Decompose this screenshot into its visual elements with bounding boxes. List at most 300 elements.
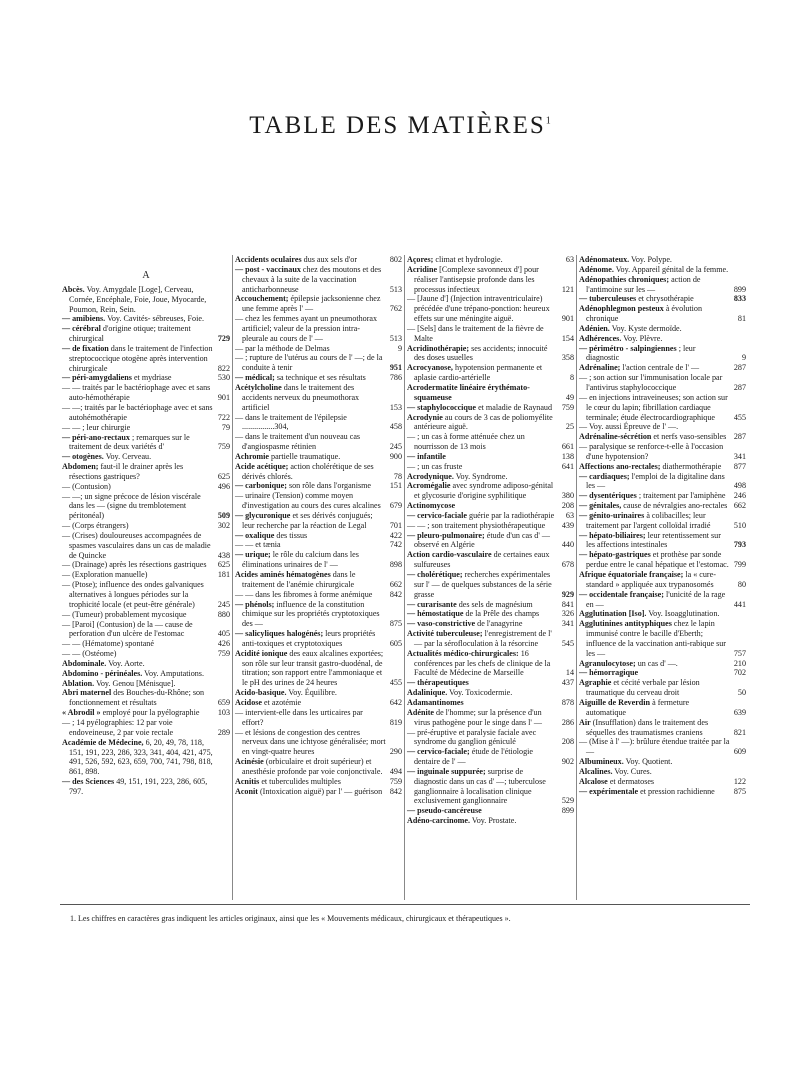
index-entry xyxy=(579,432,746,442)
page-number: 759 xyxy=(389,776,402,786)
entry-text xyxy=(579,659,678,668)
page-number: 286 xyxy=(561,717,574,727)
entry-heading: Adénome. xyxy=(579,264,614,274)
entry-description: le rôle du calcium dans les éliminations urinaires de l' — xyxy=(242,550,359,570)
index-entry xyxy=(407,728,574,748)
page-number: 510 xyxy=(733,520,746,530)
entry-description: épilepsie jacksonienne chez une femme après l' — xyxy=(242,294,381,314)
index-entry xyxy=(407,600,574,610)
index-column-1 xyxy=(60,255,232,900)
page-number: 358 xyxy=(561,353,574,363)
index-entry xyxy=(407,550,574,570)
index-entry xyxy=(62,383,230,403)
entry-text xyxy=(62,777,207,796)
entry-heading: Acidose xyxy=(235,697,262,707)
entry-text xyxy=(62,433,190,452)
entry-text xyxy=(407,698,464,707)
page-number: 639 xyxy=(733,707,746,717)
entry-text xyxy=(407,462,462,471)
index-entry xyxy=(579,609,746,619)
page-number: 605 xyxy=(389,638,402,648)
entry-text xyxy=(62,718,173,737)
entry-heading: — hémorragique xyxy=(579,668,639,678)
entry-description: et chrysothérapie xyxy=(638,294,694,304)
index-entry xyxy=(235,708,402,728)
entry-description: — — traités par le bactériophage avec et sans auto-hémothérapie xyxy=(62,383,211,403)
page-number: 458 xyxy=(389,422,402,432)
entry-description: — ; un cas fruste xyxy=(407,461,463,471)
page-number: 819 xyxy=(389,717,402,727)
entry-description: — (Corps étrangers) xyxy=(62,521,129,531)
entry-heading: Abdomino - périnéales. xyxy=(62,668,143,678)
entry-description: — paralysique se renforce-t-elle à l'occasion d'une hypotension? xyxy=(579,442,724,461)
entry-text xyxy=(62,462,183,481)
entry-description: de certaines eaux sulfureuses xyxy=(414,550,550,570)
entry-text xyxy=(579,373,722,392)
entry-heading: Abcès. xyxy=(62,284,85,294)
entry-text xyxy=(579,550,729,569)
index-entry xyxy=(62,324,230,344)
index-entry xyxy=(407,511,574,521)
page-number: 81 xyxy=(737,314,746,324)
index-entry xyxy=(62,659,230,669)
index-entry xyxy=(235,688,402,698)
entry-description: — (Crises) douloureuses accompagnées de spasmes vasculaires dans un cas de maladie de Quincke xyxy=(62,530,211,560)
entry-description: et maladie de Raynaud xyxy=(478,402,553,412)
index-entry xyxy=(235,255,402,265)
entry-description: — ; un cas à forme atténuée chez un nourrisson de 13 mois xyxy=(407,432,525,452)
index-entry xyxy=(579,550,746,570)
page-number: 762 xyxy=(389,304,402,314)
entry-heading: Acétylcholine xyxy=(235,382,282,392)
entry-heading: Adénomateux. xyxy=(579,255,630,264)
entry-description: — —; traités par le bactériophage avec et sans autohémothérapie xyxy=(62,402,213,422)
entry-description: — [Paroi] (Contusion) de la — cause de perforation d'un ulcère de l'estomac xyxy=(62,619,193,639)
entry-description: chez des moutons et des chevaux à la suite de la vaccination anticharbonneuse xyxy=(242,264,382,294)
entry-description: et nerfs vaso-sensibles xyxy=(653,432,727,442)
entry-text xyxy=(62,639,154,648)
page-number: 759 xyxy=(217,649,230,659)
entry-heading: — inguinale suppurée; xyxy=(407,766,486,776)
entry-text xyxy=(407,629,552,648)
entry-text xyxy=(235,698,301,707)
index-entry xyxy=(235,600,402,630)
entry-text xyxy=(235,462,374,481)
index-entry xyxy=(579,659,746,669)
page-number: 875 xyxy=(389,619,402,629)
entry-text xyxy=(407,649,550,678)
entry-heading: Aiguille de Reverdin xyxy=(579,697,651,707)
index-entry xyxy=(579,777,746,787)
page-number: 245 xyxy=(217,599,230,609)
page-number: 494 xyxy=(389,766,402,776)
index-entry xyxy=(579,363,746,373)
index-entry xyxy=(235,344,402,354)
index-entry xyxy=(235,462,402,482)
entry-heading: — génito-urinaires xyxy=(579,510,645,520)
entry-text xyxy=(235,540,281,549)
index-entry xyxy=(579,462,746,472)
index-entry xyxy=(235,540,402,550)
entry-text xyxy=(62,452,151,461)
index-entry xyxy=(407,531,574,551)
page-number: 842 xyxy=(389,786,402,796)
entry-description: Voy. Cerveau. xyxy=(105,452,152,462)
index-entry xyxy=(579,255,746,265)
entry-heading: Accouchement; xyxy=(235,294,289,304)
page-number: 14 xyxy=(565,668,574,678)
page-number: 786 xyxy=(389,373,402,383)
page-number: 153 xyxy=(389,402,402,412)
page-number: 759 xyxy=(217,442,230,452)
entry-text xyxy=(407,688,512,697)
index-entry xyxy=(62,580,230,610)
page-number: 78 xyxy=(393,471,402,481)
index-entry xyxy=(62,688,230,708)
page-number: 929 xyxy=(561,589,574,599)
index-entry xyxy=(407,747,574,767)
page-number: 210 xyxy=(733,658,746,668)
entry-description: ; remarques sur le traitement de deux variétés d' xyxy=(69,432,190,452)
entry-description: — (Exploration manuelle) xyxy=(62,570,148,580)
entry-text xyxy=(235,432,360,451)
entry-text xyxy=(407,481,553,500)
page-number: 103 xyxy=(217,708,230,718)
entry-text xyxy=(235,314,377,343)
entry-text xyxy=(407,472,507,481)
entry-heading: — tuberculeuses xyxy=(579,294,637,304)
page-number: 341 xyxy=(561,619,574,629)
page-number: 701 xyxy=(389,520,402,530)
entry-heading: — de fixation xyxy=(62,343,109,353)
entry-description: — ; 14 pyélographies: 12 par voie endoveineuse, 2 par voie rectale xyxy=(62,717,174,737)
page-number: 513 xyxy=(389,284,402,294)
page-number: 678 xyxy=(561,560,574,570)
entry-heading: Acido-basique. xyxy=(235,688,287,698)
entry-description: des Bouches-du-Rhône; son fonctionnement et résultats xyxy=(69,688,205,708)
entry-heading: Activité tuberculeuse; xyxy=(407,629,483,639)
index-entry xyxy=(579,619,746,658)
entry-text xyxy=(62,659,145,668)
entry-heading: Adénite xyxy=(407,707,434,717)
page-number: 122 xyxy=(733,776,746,786)
entry-text xyxy=(62,620,193,639)
index-entry xyxy=(579,501,746,511)
index-entry xyxy=(407,767,574,806)
entry-description: l'unicité de la rage en — xyxy=(586,589,726,609)
entry-text xyxy=(62,531,211,560)
entry-heading: Acrocyanose, xyxy=(407,363,453,373)
entry-text xyxy=(407,747,533,766)
entry-text xyxy=(579,334,662,343)
entry-text xyxy=(407,294,550,323)
entry-text xyxy=(579,265,728,274)
entry-text xyxy=(235,452,340,461)
entry-heading: Acinésie xyxy=(235,757,264,767)
entry-text xyxy=(235,550,359,569)
page-number: 759 xyxy=(561,402,574,412)
entry-description: Voy. Cavités- sébreuses, Foie. xyxy=(107,314,204,324)
index-entry xyxy=(62,560,230,570)
entry-description: et ses dérivés conjugués; leur recherche par la réaction de Legal xyxy=(242,510,373,530)
entry-description: — [Sels] dans le traitement de la fièvre de Malte xyxy=(407,323,544,343)
entry-heading: Açores; xyxy=(407,255,434,264)
footnote: 1. Les chiffres en caractères gras indiquent les articles originaux, ainsi que les « Mouvements médicaux, chirurgicaux et thérapeutiques ». xyxy=(70,914,511,923)
index-entry xyxy=(235,777,402,787)
entry-description: — — et tænia xyxy=(235,540,281,550)
entry-description: surprise de diagnostic dans un cas d' —; tuberculose ganglionnaire à localisation clinique exclusivement ganglionnaire xyxy=(414,766,546,806)
entry-description: Voy. Appareil génital de la femme. xyxy=(615,264,729,274)
entry-text xyxy=(407,363,542,382)
entry-description: et tuberculides multiples xyxy=(261,776,341,786)
entry-description: avec syndrome adiposo-génital et glycosurie d'origine syphilitique xyxy=(414,481,554,501)
index-entry xyxy=(579,698,746,718)
entry-text xyxy=(62,669,204,678)
index-entry xyxy=(579,737,746,757)
entry-description: chez le lapin immunisé contre le bacille d'Eberth; influence de la vaccination anti-rabique sur les — xyxy=(586,619,727,658)
index-entry xyxy=(235,294,402,314)
page-number: 875 xyxy=(733,786,746,796)
entry-description: ses accidents; innocuité des doses usuelles xyxy=(414,343,548,363)
page-number: 802 xyxy=(389,255,402,264)
page-number: 642 xyxy=(389,697,402,707)
entry-text xyxy=(579,363,699,372)
entry-text xyxy=(579,757,672,766)
index-entry xyxy=(407,294,574,324)
entry-description: ; leur diagnostic xyxy=(586,343,696,363)
entry-heading: — péri-ano-rectaux xyxy=(62,432,130,442)
entry-heading: — cervico-faciale; xyxy=(407,747,470,757)
index-entry xyxy=(407,629,574,649)
index-entry xyxy=(579,472,746,492)
page-number: 722 xyxy=(217,412,230,422)
entry-text xyxy=(579,462,721,471)
page-number: 661 xyxy=(561,442,574,452)
entry-heading: — urique; xyxy=(235,550,271,560)
page-number: 625 xyxy=(217,471,230,481)
index-entry xyxy=(62,462,230,482)
entry-text xyxy=(407,432,525,451)
page-number: 63 xyxy=(565,255,574,264)
entry-heading: — expérimentale xyxy=(579,786,639,796)
index-entry xyxy=(407,403,574,413)
page-number: 181 xyxy=(217,570,230,580)
page-number: 151 xyxy=(389,481,402,491)
entry-text xyxy=(407,600,533,609)
entry-heading: Académie de Médecine, xyxy=(62,737,144,747)
entry-description: — ; son action sur l'immunisation locale par l'antivirus staphylococcique xyxy=(579,373,723,392)
entry-description: et dermatoses xyxy=(609,776,655,786)
entry-text xyxy=(579,442,723,461)
entry-description: ; traitement par l'amiphène xyxy=(638,491,726,501)
page-number: 9 xyxy=(741,353,746,363)
index-entry xyxy=(62,738,230,777)
page-number: 842 xyxy=(389,589,402,599)
entry-text xyxy=(235,757,382,776)
entry-text xyxy=(579,393,728,422)
page-number: 899 xyxy=(561,806,574,816)
entry-text xyxy=(579,777,654,786)
entry-heading: — cérébral xyxy=(62,324,101,334)
entry-text xyxy=(62,285,206,314)
entry-heading: Adrénaline-sécrétion xyxy=(579,432,652,442)
entry-heading: Achromie xyxy=(235,451,270,461)
index-entry xyxy=(579,718,746,738)
index-entry xyxy=(235,432,402,452)
entry-description: et pression rachidienne xyxy=(640,786,715,796)
index-entry xyxy=(235,531,402,541)
index-entry xyxy=(407,688,574,698)
page-number: 422 xyxy=(389,530,402,540)
entry-heading: Air xyxy=(579,717,591,727)
index-entry xyxy=(407,708,574,728)
entry-description: leur retentissement sur les affections intestinales xyxy=(586,530,721,550)
entry-text xyxy=(235,600,380,629)
entry-text xyxy=(62,649,116,658)
page-number: 901 xyxy=(217,393,230,403)
index-entry xyxy=(407,413,574,433)
entry-heading: Adénien. xyxy=(579,323,610,333)
entry-text xyxy=(579,590,725,609)
page-number: 437 xyxy=(561,678,574,688)
entry-description: — ; rupture de l'utérus au cours de l' —; de la conduite à tenir xyxy=(235,353,383,373)
page-number: 799 xyxy=(733,560,746,570)
entry-text xyxy=(407,570,552,599)
entry-heading: — phénols; xyxy=(235,599,275,609)
entry-text xyxy=(579,718,708,737)
index-entry xyxy=(407,501,574,511)
index-entry xyxy=(62,521,230,531)
page-number: 9 xyxy=(397,343,402,353)
entry-heading: Adhérences. xyxy=(579,333,622,343)
page-number: 509 xyxy=(217,511,230,521)
entry-heading: — occidentale française; xyxy=(579,589,664,599)
index-entry xyxy=(407,344,574,364)
entry-description: 16 conférences par les chefs de clinique de la Faculté de Médecine de Marseille xyxy=(414,648,551,678)
entry-description: — dans le traitement de l'épilepsie ................304, xyxy=(235,412,347,432)
page-number: 841 xyxy=(561,599,574,609)
entry-description: dans le traitement des accidents nerveux du pneumothorax artificiel xyxy=(242,382,360,412)
entry-text xyxy=(579,422,678,431)
index-entry xyxy=(235,373,402,383)
page-number: 246 xyxy=(733,491,746,501)
entry-heading: Acides aminés hématogènes xyxy=(235,570,331,579)
entry-text xyxy=(62,482,111,491)
entry-text xyxy=(62,521,129,530)
index-entry xyxy=(62,482,230,492)
entry-description: action cholérétique de ses dérivés chlorés. xyxy=(242,461,374,481)
entry-description: — (Drainage) après les résections gastriques xyxy=(62,560,207,570)
entry-description: Voy. Quotient. xyxy=(625,757,673,767)
entry-description: Voy. Genou [Ménisque]. xyxy=(96,678,176,688)
page-number: 899 xyxy=(733,284,746,294)
entry-description: — pré-éruptive et paralysie faciale avec syndrome du ganglion géniculé xyxy=(407,727,537,747)
entry-text xyxy=(579,531,721,550)
index-entry xyxy=(579,304,746,324)
entry-heading: Agranulocytose; xyxy=(579,658,636,668)
index-entry xyxy=(62,492,230,522)
entry-heading: — génitales, xyxy=(579,501,622,511)
index-entry xyxy=(407,363,574,383)
entry-description: l'action centrale de l' — xyxy=(622,363,700,373)
index-entry xyxy=(407,806,574,816)
index-entry xyxy=(407,324,574,344)
entry-heading: — amibiens. xyxy=(62,314,106,324)
index-entry xyxy=(579,757,746,767)
entry-text xyxy=(579,472,725,491)
entry-description: dans le traitement de l'anémie chirurgicale xyxy=(242,570,356,589)
entry-text xyxy=(579,737,729,756)
entry-text xyxy=(579,275,701,294)
entry-text xyxy=(235,255,357,264)
page-number: 302 xyxy=(217,521,230,531)
index-entry xyxy=(62,452,230,462)
entry-heading: Acrodermatite linéaire érythémato-squameuse xyxy=(407,382,530,402)
index-entry xyxy=(235,413,402,433)
index-entry xyxy=(407,649,574,679)
entry-text xyxy=(579,344,696,363)
index-entry xyxy=(579,324,746,334)
entry-heading: Acromégalie xyxy=(407,481,451,491)
page-number: 902 xyxy=(561,757,574,767)
entry-description: de l'homme; sur la présence d'un virus pathogène pour le singe dans l' — xyxy=(414,707,543,727)
index-entry xyxy=(235,452,402,462)
entry-description: — — (Ostéome) xyxy=(62,649,117,659)
page-number: 79 xyxy=(221,422,230,432)
entry-description: étude de l'étiologie dentaire de l' — xyxy=(414,747,533,767)
entry-text xyxy=(407,708,542,727)
entry-text xyxy=(579,609,719,618)
entry-text xyxy=(407,521,545,530)
index-entry xyxy=(235,491,402,511)
entry-description: — — dans les fibromes à forme anémique xyxy=(235,589,373,599)
entry-text xyxy=(579,570,716,589)
entry-text xyxy=(62,344,213,373)
page-number: 287 xyxy=(733,382,746,392)
index-entry xyxy=(235,265,402,295)
index-entry xyxy=(62,570,230,580)
index-entry xyxy=(579,668,746,678)
page-number: 822 xyxy=(217,363,230,373)
entry-description: 49, 151, 191, 223, 286, 605, 797. xyxy=(69,777,208,796)
entry-heading: Abri maternel xyxy=(62,688,112,698)
entry-heading: — hépato-biliaires; xyxy=(579,530,646,540)
index-entry xyxy=(235,511,402,531)
entry-text xyxy=(407,403,552,412)
index-entry xyxy=(579,422,746,432)
index-entry xyxy=(235,314,402,344)
entry-description: partielle traumatique. xyxy=(271,451,341,461)
entry-heading: « Abrodil » xyxy=(62,708,101,718)
entry-heading: Albumineux. xyxy=(579,757,624,767)
entry-text xyxy=(579,501,727,510)
page-number: 641 xyxy=(561,461,574,471)
entry-text xyxy=(62,708,199,717)
entry-description: — (Contusion) xyxy=(62,481,111,491)
entry-description: et mydriase xyxy=(133,373,172,383)
index-entry xyxy=(62,669,230,679)
entry-text xyxy=(579,432,726,441)
entry-text xyxy=(407,413,553,432)
index-entry xyxy=(579,373,746,393)
page-number: 154 xyxy=(561,333,574,343)
index-entry xyxy=(62,433,230,453)
entry-description: — [Jaune d'] (Injection intraventriculaire) précédée d'une trépano-ponction: heureux effets sur une méningite aiguë. xyxy=(407,294,550,324)
page-number: 80 xyxy=(737,579,746,589)
page-number: 439 xyxy=(561,520,574,530)
entry-text xyxy=(235,629,375,648)
entry-text xyxy=(62,373,172,382)
